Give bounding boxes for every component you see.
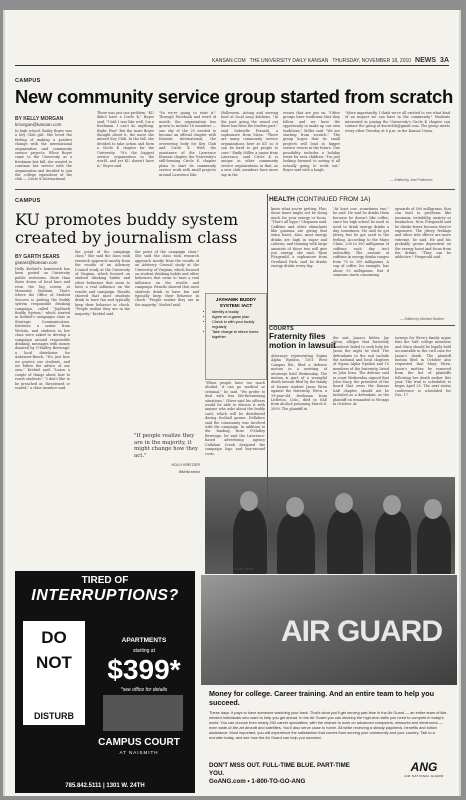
buddy-system-sidebar — [205, 293, 267, 380]
health-credit: — Edited by Michael Bodner — [400, 317, 445, 321]
cta-line-2[interactable]: GoANG.com • 1-800-TO-GO-ANG — [209, 778, 306, 785]
story1-author: BY KELLY MORGAN — [15, 116, 64, 122]
sign-disturb: DISTURB — [34, 711, 74, 721]
ad-starting: starting at — [133, 648, 155, 654]
sidebar-item: • Take charge to return home together — [212, 330, 266, 340]
story2-author: BY GARTH SEARS — [15, 254, 60, 260]
story1-column-5: events that are put on. "Other groups have traditions that they follow and we have the opportunity to make up our own traditions," Miller said. "We are starting from scratch." The group hopes that its small projects will lead to bigger service events in the future. One possibility includes a holiday event for area children. "I'm just looking forward to seeing it all actually going to work out," Boyer said with a laugh. — [283, 111, 340, 173]
ad-tagline-2: INTERRUPTIONS? — [31, 587, 179, 604]
header-paper: THE UNIVERSITY DAILY KANSAN — [249, 58, 329, 64]
story1-byline — [15, 116, 63, 127]
story2-column-2: the point of the campaign class." She said the class took research approach mostly from the results of an Advisory Council study at the University of Virginia, which focused on student drinking habits and other behaviors that seem to have a real influence on the results and campaign. Results showed that most students drink to have fun and typically keep their behavior in check. "People realize they are in the majority," Krebiel said. — [75, 250, 130, 316]
health-column-1: know what you're getting. Plus, those times might not be doing much for your energy or focus. "That's all hype," Chapman said. Caffeine and other stimulants like guarana are giving that extra boost. Also, most energy drinks are high in sugar and calories, and teaming with large amounts of those two will give you energy, she said. Ryan Fitzgerald, a sophomore from Overland Park, said he drinks energy drinks every day. — [271, 207, 327, 269]
brand-sub: AT NAISMITH — [119, 750, 159, 755]
photo-figure — [233, 507, 267, 574]
story1-headline: New community service group started from scratch — [15, 86, 453, 107]
story2-headline: KU promotes buddy system created by journalism class — [15, 210, 239, 247]
courts-column-3: torneys for Wren's family argue that the SAE college members and Stacy should be legally held accountable in the civil case for Jason's death. The plaintiff motion filed in October also requested that Mary Wren, Jason's mother, be removed from the list of plaintiffs following her death earlier this year. The trial is scheduled to begin April 25. The next status conference is scheduled for Dec. 17. — [395, 336, 451, 398]
photo-figure — [327, 509, 363, 574]
story1-email: kmorgan@kansan.com — [15, 122, 62, 127]
courts-headline: Fraternity files motion in lawsuit — [269, 332, 336, 350]
ad-brand — [85, 738, 193, 758]
air-guard-ad[interactable] — [201, 575, 457, 793]
health-column-3: upwards of 500 milligrams, that can lead to problems like insomnia, irritability, anxiety or headaches. Now, Fitzgerald said he drinks fewer because they're expensive. The jittery feelings and other side effects are more extreme, he said. He and his probably grown dependent on the energy boost and focus from the drinks. "They can be addictive," Fitzgerald said. — [395, 207, 451, 260]
air-guard-headline: Money for college. Career training. And an entire team to help you succeed. — [209, 689, 434, 707]
building-image — [103, 695, 183, 731]
ad-phone: 785.842.5111 | 1301 W. 24TH — [65, 783, 145, 789]
story1-column-6: "More importantly, I think we're all excited to see what kind of an impact we can have in the community." Students interested in joining the University's Circle K chapter can contact the group at kucirclek@gmail.com. The group meets every other Tuesday at 8 p.m. in the Kansas Union. — [345, 111, 450, 133]
sidebar-title: JAYHAWK BUDDY SYSTEM: IACT — [215, 297, 257, 308]
sidebar-list — [206, 310, 266, 340]
photo-face — [383, 495, 401, 515]
ad-price: $399* — [107, 654, 181, 685]
story2-byline — [15, 254, 60, 265]
story1-column-1: In high school, Bailey Boyer was a Key Club girl. She loved the feeling of making a positive change with the international organization and community service projects. When Boyer came to the University as a freshman last fall, she wanted to continue her service with the organization and decided to join the college equivalent of the club — Circle K International. — [15, 129, 72, 182]
header-date: THURSDAY, NOVEMBER 18, 2010 — [332, 58, 412, 64]
courts-column-1: Attorneys representing Sigma Alpha Epsilon, 1301 West Campus Rd., filed a defense motion in a meeting of attorneys held Wednesday. The motion is part of a wrongful death lawsuit filed by the family of former student Jason Wren against the fraternity. Wren, a 19-year-old freshman from Littleton, Colo., died in SAE from alcohol poisoning March 8, 2009. The plaintiff in — [271, 354, 327, 411]
story2-credit: — Edited by Lisa Curran — [215, 567, 254, 571]
photo-face — [424, 499, 442, 519]
logo-sub: AIR NATIONAL GUARD — [404, 774, 444, 778]
story2-column-3: "When people have too much alcohol, it can go medical or criminal," he said. "We prefer to deal with less life-threatening situations." Oliver said his officers would be able to discuss it with anyone who asks about the buddy card, which will be distributed during football games. Dellafave said the community was involved with the campaign. In addition to the funding from O'Malley Beverage, he said the Lawrence-based advertising agency Callahan Creek designed the campaign logo and buy-around costs. — [205, 381, 265, 456]
courts-divider — [269, 325, 455, 326]
photo-figure — [375, 511, 411, 574]
brand-name: CAMPUS COURT — [98, 737, 180, 748]
health-continued: (CONTINUED FROM 1A) — [296, 196, 371, 203]
pull-quote — [134, 433, 200, 476]
header-section: NEWS — [415, 57, 437, 64]
story2-column-2b: the point of the campaign class." She said the class took research approach mostly from the results of an Advisory Council study at the University of Virginia, which focused on student drinking habits and other behaviors that seem to have a real influence on the results and campaign. Results showed that most students drink to have fun and typically keep their behavior in check. "People realize they are in the majority," Krebiel said. — [135, 250, 199, 307]
health-section-label — [269, 196, 370, 203]
header-site: KANSAN.COM — [212, 58, 246, 64]
story1-column-3: "So we're going to start it." Through Facebook and word of mouth, the organization has grown to include 16 members — one shy of the 20 needed to become an official chapter with Kiwanis International, the overseeing body for Key Club and Circle K. With the assistance of the Lawrence Kiwanis chapter, the University's still-forming Circle K chapter plans to start its community service work with small projects around Lawrence like — [159, 111, 216, 177]
ad-apartments: APARTMENTS — [121, 637, 167, 644]
photo-figure — [417, 515, 451, 574]
courts-column-2: the suit, Jason's father, Jay Wren, alleges that fraternity members failed to seek help for Jason the night he died. The defendants in the suit include the national and local chapters of Sigma Alpha Epsilon and 10 members of the fraternity, listed as John Does. The defense said in court Wednesday argued that John Stacy, the president of the board that owns the Kansas SAE chapter, should not be included as a defendant, as the plaintiff on remanded in Wrongs in October. At — [333, 336, 389, 407]
do-not-disturb-sign — [23, 621, 85, 725]
sign-not: NOT — [36, 653, 72, 672]
sidebar-item: • Check in with your buddy regularly — [212, 320, 266, 330]
health-label: HEALTH — [269, 196, 295, 203]
air-guard-title: AIR GUARD — [281, 615, 442, 648]
column-divider — [267, 194, 268, 569]
header-page-number: 3A — [440, 57, 449, 64]
ad-tagline-1: TIRED OF — [81, 575, 129, 586]
story2-column-1: Holly Krebiel's homework has been posted on University public restrooms. More than three dozen of local bars and even the big screen at Memorial Stadium. That's where the Office of Student Success is putting the buddy system responsible drinking campaign, called "JayHawk Buddy System," which started in Krebiel's campaigns class in Strategic Communication. Kristiner, a senior from Wichita, and students in her class were asked to develop a campaign around responsible drinking, messages with money donated by O'Malley Beverage, a local distributor for Anheuser-Busch. "It's just how we protect our students, and we follow the advice of our own," Krebiel said. "Learn a couple of things about how to reach students." "I don't like to be preached at, threatened or scared," a class member said. — [15, 267, 70, 390]
campus-court-ad[interactable] — [15, 571, 195, 793]
health-column-2: "At least one, sometimes two," he said. He said he drinks them because he doesn't like coffee, since his high school he used to need to drink energy drinks a day sometimes. He said he got jittery, but he got used to the feeling. According to the Mayo Clinic, 200 to 300 milligrams of caffeine each day isn't unhealthy. The amount of caffeine in energy drinks ranges from 70 to 200 milligrams. A cup of coffee, for example, has about 95 milligrams. But if someone starts consuming — [333, 207, 389, 278]
pull-quote-attribution — [134, 462, 200, 475]
ad-fine-print: *see office for details — [120, 687, 168, 693]
story1-column-2: There was just one problem. "KU didn't have a Circle K," Boyer said. "Until I was like well, I'm a freshman. I can't do anything. Right. Fine" But the more Boyer thought about it, the more she missed Key Club. In the fall, she decided to take action and form a Circle K chapter for the University. "It's the biggest service organization in the world, and yet KU doesn't have it," Boyer said. — [97, 111, 154, 168]
story1-kicker: CAMPUS — [15, 78, 41, 84]
air-guard-cta — [209, 762, 359, 786]
photo-face — [335, 493, 353, 513]
cta-line-1: DON'T MISS OUT. FULL-TIME BLUE. PART-TIME YOU. — [209, 762, 350, 777]
page-header — [15, 52, 449, 66]
pull-quote-name: HOLLY KREITZER — [171, 463, 200, 468]
story2-email: gsears@kansan.com — [15, 260, 58, 265]
photo-face — [240, 491, 258, 511]
story2-kicker: CAMPUS — [15, 198, 41, 204]
sidebar-item: • Identify a buddy — [212, 310, 266, 315]
ang-logo — [401, 760, 447, 784]
sign-do: DO — [41, 628, 67, 647]
section-divider — [15, 189, 455, 190]
newspaper-page — [5, 10, 459, 796]
story1-column-4: Halloween. Acting and serving food at local soup kitchens. "In the past going the round out there has been the leaders part," said Gabrielle Fernald, a sophomore from Mesa. "There are many community service organizations here at KU so it can be hard to get people to care." Emily Miller, a junior from Lawrence, said Circle K is unique in other community service organizations in that, as a new club, members have more say in the — [221, 111, 278, 177]
photo-face — [286, 497, 304, 517]
story1-credit: — Edited by Joel Petterson — [390, 178, 433, 182]
pull-quote-role: Wichita senior — [178, 469, 200, 474]
courts-kicker: COURTS — [269, 326, 295, 332]
photo-figure — [277, 513, 315, 574]
sidebar-item: • Agree on a game plan — [212, 315, 266, 320]
pull-quote-text: "If people realize they are in the majority, it might change how they act." — [134, 433, 199, 459]
students-photo — [205, 477, 455, 574]
logo-text: ANG — [410, 760, 438, 774]
air-guard-body: These days, it pays to have someone watching your back. That's what you'll get serving part-time in the Air Guard — an entire team of like-minded individuals who want to help you get ahead. In the Air Guard you can develop the high-tech skills you need to compete in today's world. You can choose from nearly 200 career specialties, with the chance to work on advanced computers, networks and electronics — even state-of-the-art aircraft and satellites. You'll also serve close to home. All while receiving a steady paycheck, benefits and tuition assistance. Most important, you will experience the satisfaction that comes from serving your community and your country. Talk to a recruiter today, and see how the Air Guard can help you succeed. — [209, 710, 448, 740]
